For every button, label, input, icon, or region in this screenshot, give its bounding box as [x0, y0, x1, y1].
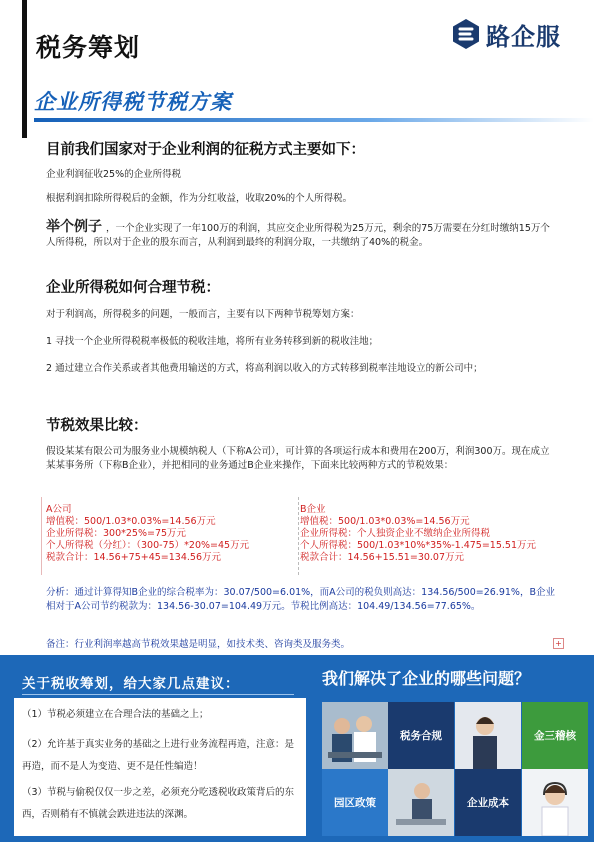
header-bar	[22, 0, 27, 138]
how-item-2: 2 通过建立合作关系或者其他费用输送的方式，将高利润以收入的方式转移到税率洼地设立的新公司中；	[46, 363, 483, 374]
how-heading: 企业所得税如何合理节税：	[46, 280, 220, 296]
how-intro: 对于利润高，所得税多的问题，一般而言，主要有以下两种节税筹划方案：	[46, 309, 360, 320]
tips-box	[14, 698, 306, 836]
tips-underline	[22, 694, 294, 695]
analysis-note: 备注：行业利润率越高节税效果越是明显，如技术类、咨询类及服务类。	[46, 639, 351, 650]
tips-title: 关于税收筹划，给大家几点建议：	[22, 676, 240, 692]
company-a-column	[46, 504, 298, 564]
company-b-column	[300, 504, 562, 564]
compare-heading: 节税效果比较：	[46, 418, 148, 434]
intro-line-1: 企业利润征收25%的企业所得税	[46, 169, 182, 180]
company-a-cit: 企业所得税：300*25%=75万元	[46, 528, 187, 539]
intro-line-2: 根据利润扣除所得税后的金额，作为分红收益，收取20%的个人所得税。	[46, 193, 353, 204]
company-a-total: 税款合计：14.56+75+45=134.56万元	[46, 552, 221, 563]
logo	[450, 18, 561, 50]
how-item-1: 1 寻找一个企业所得税税率极低的税收洼地，将所有业务转移到新的税收洼地；	[46, 336, 379, 347]
tip-1: （1）节税必须建立在合理合法的基础之上；	[22, 709, 209, 720]
team-photo	[322, 702, 388, 769]
tile-park-policy: 园区政策	[322, 769, 388, 836]
headset-photo	[522, 769, 588, 836]
woman-photo	[455, 702, 521, 769]
company-b-cit: 企业所得税：个人独资企业不缴纳企业所得税	[300, 528, 491, 539]
tip-2: （2）允许基于真实业务的基础之上进行业务流程再造，注意：是再造，而不是人为变造、更不是任性编造！	[22, 739, 295, 772]
analysis-text: 分析：通过计算得知B企业的综合税率为：30.07/500=6.01%，而A公司的税负则高达：134.56/500=26.91%，B企业相对于A公司节约税款为：134.56-30.07=104.49万元。节税比例高达：104.49/134.56=77.65%。	[46, 587, 555, 612]
column-divider	[298, 497, 299, 575]
column-a-line	[41, 497, 42, 575]
plan-title-underline	[34, 118, 594, 122]
company-a-vat: 增值税：500/1.03*0.03%=14.56万元	[46, 516, 216, 527]
plan-title: 企业所得税节税方案	[34, 90, 232, 114]
tile-enterprise-cost: 企业成本	[455, 769, 521, 836]
company-b-vat: 增值税：500/1.03*0.03%=14.56万元	[300, 516, 470, 527]
office-photo	[388, 769, 454, 836]
company-b-pit: 个人所得税：500/1.03*10%*35%-1.475=15.51万元	[300, 540, 536, 551]
company-b-total: 税款合计：14.56+15.51=30.07万元	[300, 552, 465, 563]
problems-grid	[322, 702, 588, 836]
logo-text: 路企服	[486, 22, 561, 51]
problems-title: 我们解决了企业的哪些问题？	[322, 669, 531, 688]
expand-plus-icon[interactable]: +	[553, 638, 564, 649]
compare-text: 假设某某有限公司为服务业小规模纳税人（下称A公司），可计算的各项运行成本和费用在200万，利润300万。现在成立某某事务所（下称B企业），并把相同的业务通过B企业来操作，下面来比较两种方式的节税效果：	[46, 446, 550, 471]
company-a-name: A公司	[46, 504, 72, 515]
page-title: 税务筹划	[36, 33, 141, 62]
tile-tax-compliance: 税务合规	[388, 702, 454, 769]
tip-3: （3）节税与偷税仅仅一步之差，必须充分吃透税收政策背后的东西，否则稍有不慎就会跌进违法的深渊。	[22, 787, 295, 820]
tile-golden-tax-audit: 金三稽核	[522, 702, 588, 769]
example-text: ，一个企业实现了一年100万的利润，其应交企业所得税为25万元，剩余的75万需要在分红时缴纳15万个人所得税，所以对于企业的股东而言，从利润到最终的利润分取，一共缴纳了40%的税金。	[46, 223, 550, 248]
intro-heading: 目前我们国家对于企业利润的征税方式主要如下：	[46, 142, 365, 158]
logo-mark-icon	[450, 18, 482, 50]
example-paragraph	[46, 220, 556, 250]
company-a-pit: 个人所得税（分红）：（300-75）*20%=45万元	[46, 540, 250, 551]
company-b-name: B企业	[300, 504, 326, 515]
example-title: 举个例子	[46, 219, 102, 235]
